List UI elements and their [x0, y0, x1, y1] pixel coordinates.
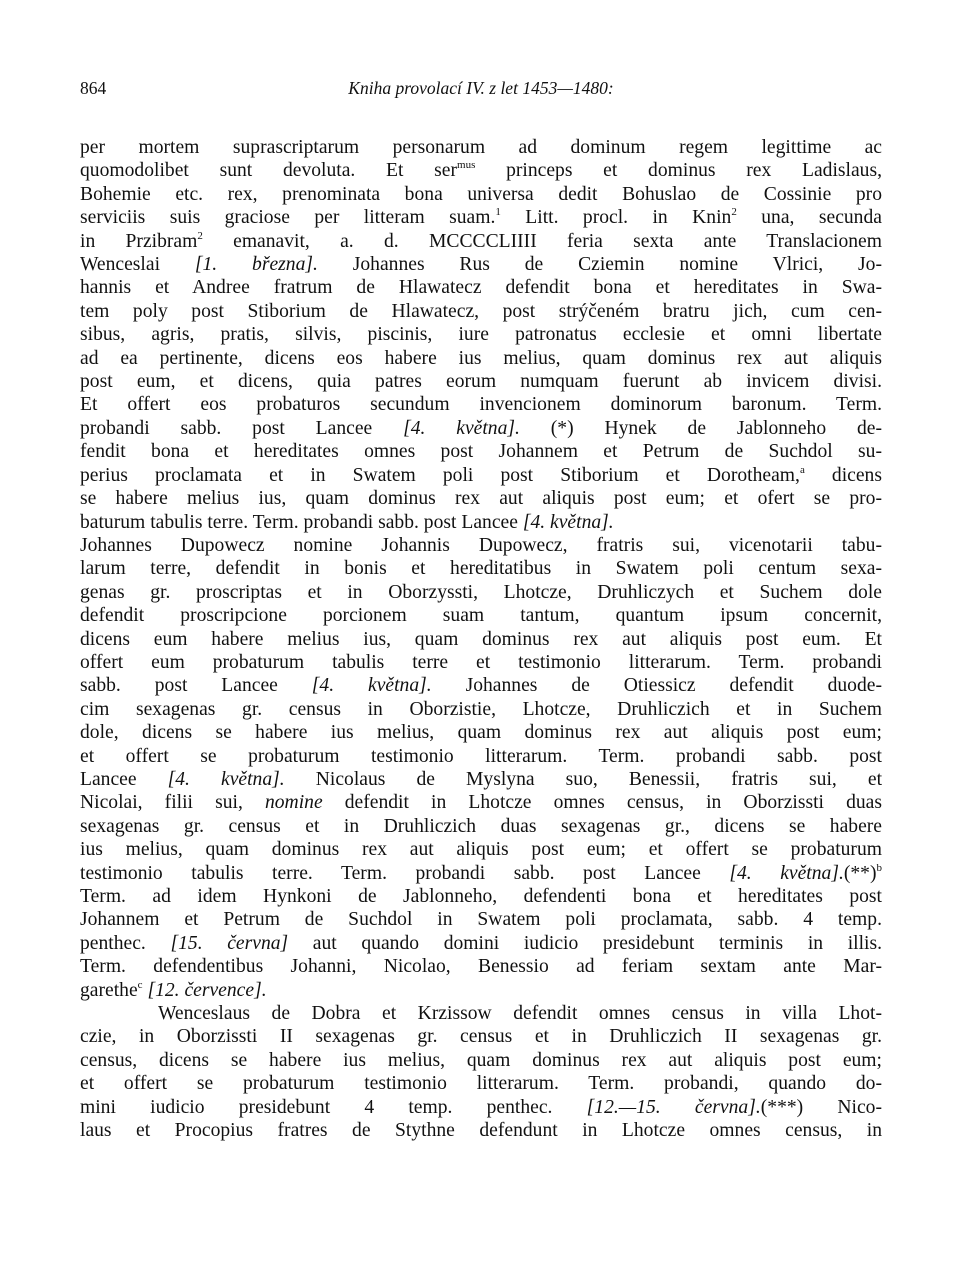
- text-line: ad ea pertinente, dicens eos habere ius melius, quam dominus rex aut aliquis: [80, 347, 882, 369]
- text-line: post eum, et dicens, quia patres eorum numquam fuerunt ab invicem divisi.: [80, 371, 882, 393]
- text-line: laus et Procopius fratres de Stythne defendunt in Lhotcze omnes census, in: [80, 1120, 882, 1142]
- date-note: [12.—15. června].: [586, 1096, 761, 1118]
- text-line: Et offert eos probaturos secundum invencionem dominorum baronum. Term.: [80, 394, 882, 416]
- footnote-ref: 1: [495, 206, 501, 219]
- date-note: [4. května].: [729, 862, 844, 884]
- text-line: Term. ad idem Hynkoni de Jablonneho, defendenti bona et hereditates post: [80, 886, 882, 907]
- footnote-ref: 2: [731, 206, 737, 219]
- footnote-ref: 2: [197, 229, 203, 242]
- text-line: genas gr. proscriptas et in Oborzyssti, Lhotcze, Druhliczych et Suchem dole: [80, 581, 882, 603]
- text-line: dicens eum habere melius ius, quam dominus rex aut aliquis post eum. Et: [80, 628, 882, 650]
- text-line: Johannem et Petrum de Suchdol in Swatem poli proclamata, sabb. 4 temp.: [80, 909, 882, 931]
- text-line: Term. defendentibus Johanni, Nicolao, Benessio ad feriam sextam ante Mar-: [80, 956, 882, 978]
- text-line: quomodolibet sunt devoluta. Et ser$^{mus}$ princeps et dominus rex Ladislaus,: [80, 159, 882, 182]
- text-line: Nicolai, filii sui, nomine defendit in Lhotcze omnes census, in Oborzissti duas: [80, 792, 882, 814]
- text-line: tem poly post Stiborium de Hlawatecz, post strýčeném bratru jich, cum cen-: [80, 300, 882, 322]
- text-line: penthec. [15. června] aut quando domini iudicio presidebunt terminis in illis.: [80, 932, 882, 954]
- running-title: Kniha provolací IV. z let 1453—1480:: [348, 78, 614, 98]
- italic-word: nomine: [264, 792, 323, 814]
- date-note: [4. května].: [403, 417, 520, 439]
- body-text: [80, 136, 882, 1142]
- text-line: baturum tabulis terre. Term. probandi sabb. post Lancee [4. května].: [80, 511, 614, 533]
- text-line: per mortem suprascriptarum personarum ad dominum regem legittime ac: [80, 137, 882, 158]
- date-note: [12. července].: [142, 979, 267, 1001]
- text-line: in Przibram$^2$ emanavit, a. d. MCCCCLIIII feria sexta ante Translacionem: [80, 229, 882, 252]
- text-line: Wenceslai [1. března]. Johannes Rus de Cziemin nomine Vlrici, Jo-: [80, 254, 882, 276]
- text-line: census, dicens se habere ius melius, quam dominus rex aut aliquis post eum;: [80, 1049, 882, 1071]
- text-line: et offert se probaturum testimonio litterarum. Term. probandi, quando do-: [80, 1073, 882, 1095]
- date-note: [1. března].: [194, 254, 318, 276]
- text-line: et offert se probaturum testimonio litterarum. Term. probandi sabb. post: [80, 745, 882, 767]
- date-note: [15. června]: [170, 932, 289, 954]
- text-line: mini iudicio presidebunt 4 temp. penthec. [12.—15. června].(***) Nico-: [80, 1096, 882, 1118]
- text-line: Johannes Dupowecz nomine Johannis Dupowecz, fratris sui, vicenotarii tabu-: [80, 534, 882, 556]
- date-note: [4. května].: [167, 768, 285, 790]
- text-line: sexagenas gr. census et in Druhliczich duas sexagenas gr., dicens se habere: [80, 815, 882, 837]
- text-line: sibus, agris, pratis, silvis, piscinis, iure patronatus ecclesie et omni libertate: [80, 324, 882, 346]
- date-note: [4. května].: [522, 511, 614, 533]
- text-line: fendit bona et hereditates omnes post Johannem et Petrum de Suchdol su-: [80, 441, 882, 463]
- text-line: dole, dicens se habere ius melius, quam dominus rex aut aliquis post eum;: [80, 722, 882, 744]
- text-line: garethe$^c$ [12. července].: [80, 978, 267, 1001]
- footnote-ref: b: [876, 861, 882, 874]
- text-line: testimonio tabulis terre. Term. probandi sabb. post Lancee [4. $května].(**)^b$: [80, 861, 882, 884]
- date-note: [4. května].: [311, 675, 432, 697]
- text-line: defendit proscripcione porcionem suam tantum, quantum ipsum concernit,: [80, 605, 882, 627]
- footnote-ref: a: [799, 463, 805, 476]
- text-line: Lancee [4. května]. Nicolaus de Myslyna suo, Benessii, fratris sui, et: [80, 768, 882, 790]
- text-line: perius proclamata et in Swatem poli post Stiborium et Dorotheam,$^a$ dicens: [80, 463, 882, 486]
- text-line: Wenceslaus de Dobra et Krzissow defendit omnes census in villa Lhot-: [158, 1003, 882, 1025]
- running-head: [80, 78, 882, 108]
- text-line: sabb. post Lancee [4. května]. Johannes de Otiessicz defendit duode-: [80, 675, 882, 697]
- page: [80, 78, 882, 1142]
- text-line: Bohemie etc. rex, prenominata bona universa dedit Bohuslao de Cossinie pro: [80, 183, 882, 205]
- footnote-ref: c: [137, 978, 143, 991]
- text-line: ius melius, quam dominus rex aut aliquis post eum; et offert se probaturum: [80, 839, 882, 861]
- text-line: se habere melius ius, quam dominus rex aut aliquis post eum; et ofert se pro-: [80, 488, 882, 510]
- superscript: mus: [457, 159, 476, 172]
- text-line: larum terre, defendit in bonis et hereditatibus in Swatem poli centum sexa-: [80, 558, 882, 580]
- text-line: czie, in Oborzissti II sexagenas gr. census et in Druhliczich II sexagenas gr.: [80, 1026, 882, 1048]
- text-line: hannis et Andree fratrum de Hlawatecz defendit bona et hereditates in Swa-: [80, 277, 882, 299]
- text-line: cim sexagenas gr. census in Oborzistie, Lhotcze, Druhliczich et in Suchem: [80, 698, 882, 720]
- page-number: 864: [80, 78, 107, 98]
- text-line: serviciis suis graciose per litteram suam.$^1$ Litt. procl. in Knin$^2$ una, secunda: [80, 206, 882, 229]
- text-line: probandi sabb. post Lancee [4. května]. (*) Hynek de Jablonneho de-: [80, 417, 882, 439]
- text-line: offert eum probaturum tabulis terre et testimonio litterarum. Term. probandi: [80, 651, 882, 673]
